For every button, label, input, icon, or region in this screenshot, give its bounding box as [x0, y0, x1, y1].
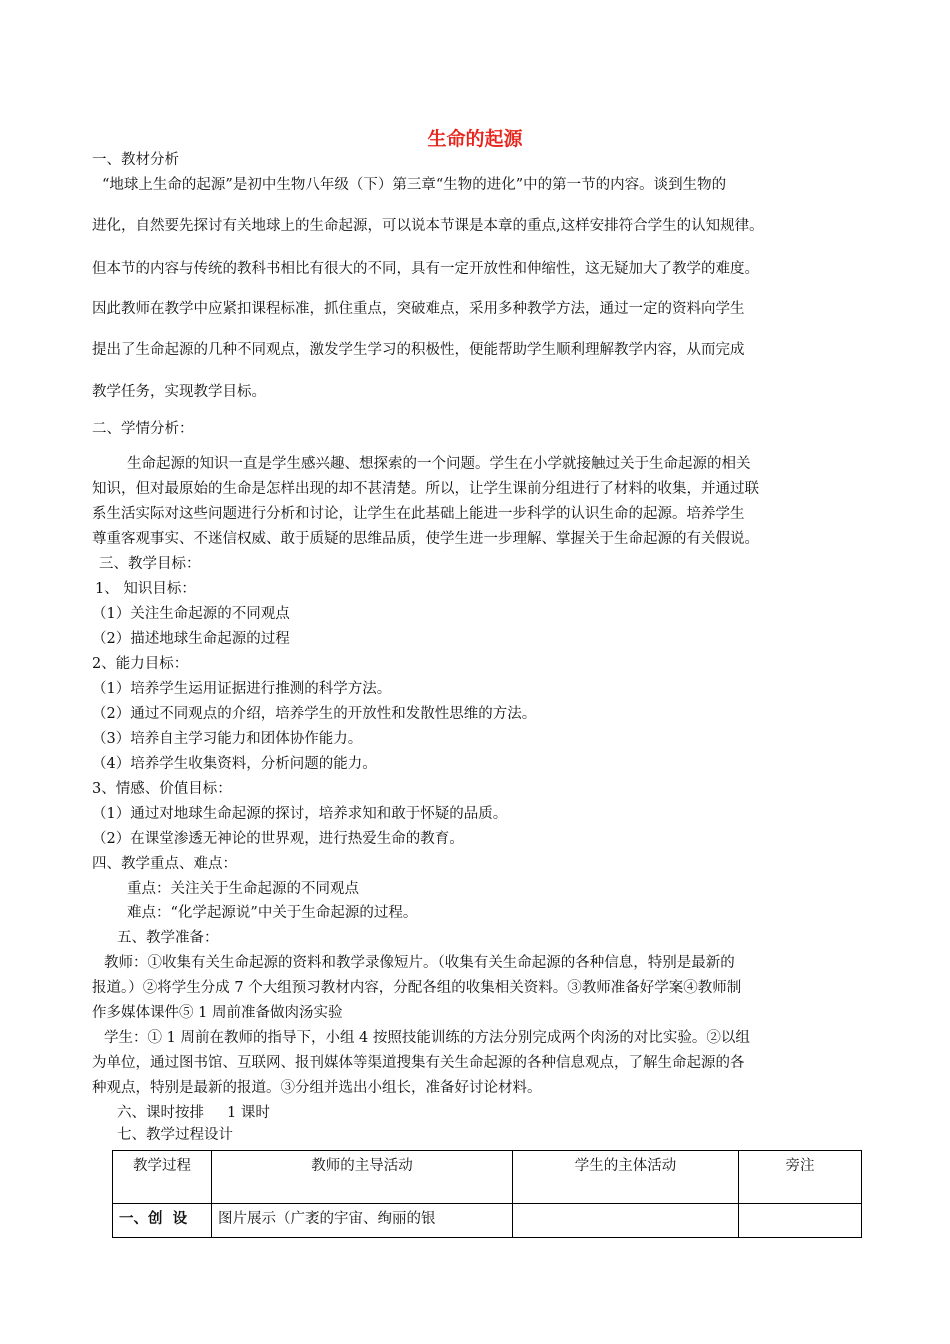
- section-6-text: 六、课时按排 1 课时: [117, 1105, 270, 1121]
- table-header-row: [113, 1151, 862, 1204]
- paragraph-line: 提出了生命起源的几种不同观点，激发学生学习的积极性，便能帮助学生顺利理解教学内容，从而完成: [92, 342, 745, 358]
- list-item: （1）培养学生运用证据进行推测的科学方法。: [92, 681, 392, 697]
- paragraph-line: 因此教师在教学中应紧扣课程标准，抓住重点，突破难点，采用多种教学方法，通过一定的资料向学生: [92, 301, 745, 317]
- list-item: （2）在课堂渗透无神论的世界观，进行热爱生命的教育。: [92, 831, 464, 847]
- table-cell: 图片展示（广袤的宇宙、绚丽的银: [212, 1204, 513, 1238]
- list-item: （4）培养学生收集资料，分析问题的能力。: [92, 756, 377, 772]
- list-item: （2）通过不同观点的介绍，培养学生的开放性和发散性思维的方法。: [92, 706, 537, 722]
- table-header-cell: 教学过程: [113, 1151, 212, 1204]
- section-2-heading: 二、学情分析：: [92, 421, 194, 437]
- paragraph-line: 学生：① 1 周前在教师的指导下，小组 4 按照技能训练的方法分别完成两个肉汤的对比实验。②以组: [104, 1030, 750, 1046]
- table-header-cell: 旁注: [739, 1151, 862, 1204]
- list-item: （1）通过对地球生命起源的探讨，培养求知和敢于怀疑的品质。: [92, 806, 508, 822]
- paragraph-line: 教师：①收集有关生命起源的资料和教学录像短片。（收集有关生命起源的各种信息，特别是最新的: [104, 955, 735, 971]
- table-header-cell: 教师的主导活动: [212, 1151, 513, 1204]
- teaching-process-table: [112, 1150, 862, 1238]
- difficult-point: 难点：“化学起源说”中关于生命起源的过程。: [127, 905, 418, 921]
- document-title: 生命的起源: [427, 128, 523, 150]
- key-point: 重点：关注关于生命起源的不同观点: [127, 881, 359, 897]
- ability-goals-heading: 2、能力目标：: [92, 656, 189, 672]
- paragraph-line: 尊重客观事实、不迷信权威、敢于质疑的思维品质，使学生进一步理解、掌握关于生命起源的有关假说。: [92, 531, 759, 547]
- paragraph-line: 知识，但对最原始的生命是怎样出现的却不甚清楚。所以，让学生课前分组进行了材料的收集，并通过联: [92, 481, 759, 497]
- section-1-heading: 一、教材分析: [92, 152, 179, 168]
- section-3-heading: 三、教学目标：: [99, 556, 201, 572]
- paragraph-line: 生命起源的知识一直是学生感兴趣、想探索的一个问题。学生在小学就接触过关于生命起源的相关: [127, 456, 751, 472]
- table-row: [113, 1204, 862, 1238]
- paragraph-line: 种观点，特别是最新的报道。③分组并选出小组长，准备好讨论材料。: [92, 1080, 542, 1096]
- table-header-cell: 学生的主体活动: [513, 1151, 739, 1204]
- paragraph-line: 系生活实际对这些问题进行分析和讨论，让学生在此基础上能进一步科学的认识生命的起源。培养学生: [92, 506, 745, 522]
- paragraph-line: 但本节的内容与传统的教科书相比有很大的不同，具有一定开放性和伸缩性，这无疑加大了教学的难度。: [92, 261, 759, 277]
- section-5-heading: 五、教学准备：: [117, 930, 219, 946]
- paragraph-line: 作多媒体课件⑤ 1 周前准备做肉汤实验: [92, 1005, 343, 1021]
- list-item: （2）描述地球生命起源的过程: [92, 631, 290, 647]
- section-7-heading: 七、教学过程设计: [117, 1127, 233, 1143]
- section-4-heading: 四、教学重点、难点：: [92, 856, 237, 872]
- emotion-goals-heading: 3、情感、价值目标：: [92, 781, 232, 797]
- table-cell: [739, 1204, 862, 1238]
- paragraph-line: 进化，自然要先探讨有关地球上的生命起源，可以说本节课是本章的重点,这样安排符合学生的认知规律。: [92, 218, 764, 234]
- knowledge-goals-heading: 1、 知识目标：: [95, 581, 196, 597]
- table-cell: 一、创 设: [113, 1204, 212, 1238]
- list-item: （1）关注生命起源的不同观点: [92, 606, 290, 622]
- paragraph-line: 报道。）②将学生分成 7 个大组预习教材内容，分配各组的收集相关资料。③教师准备好学案④教师制: [92, 980, 742, 996]
- table-cell: [513, 1204, 739, 1238]
- list-item: （3）培养自主学习能力和团体协作能力。: [92, 731, 363, 747]
- paragraph-line: 为单位，通过图书馆、互联网、报刊媒体等渠道搜集有关生命起源的各种信息观点，了解生命起源的各: [92, 1055, 745, 1071]
- paragraph-line: 教学任务，实现教学目标。: [92, 384, 266, 400]
- paragraph-line: “地球上生命的起源”是初中生物八年级（下）第三章“生物的进化”中的第一节的内容。谈到生物的: [102, 177, 727, 193]
